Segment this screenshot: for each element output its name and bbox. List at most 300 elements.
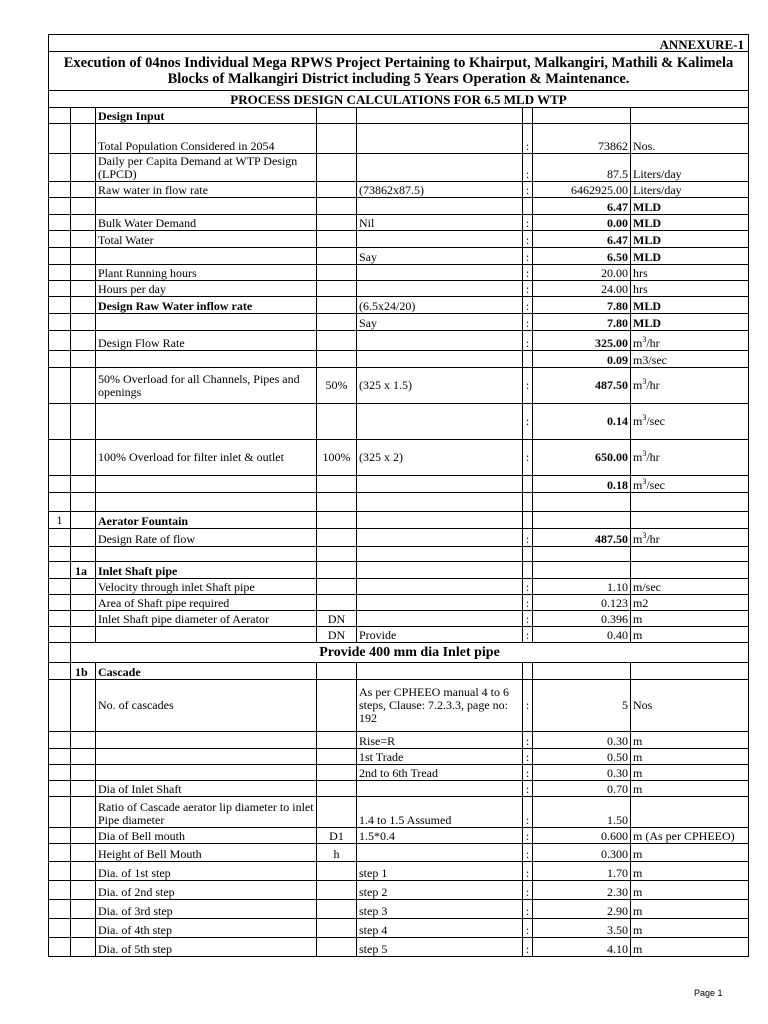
- parameter-label: Raw water in flow rate: [96, 182, 317, 198]
- sub-item-cell: [71, 828, 96, 844]
- unit-text: m: [633, 885, 643, 899]
- separator-cell: :: [523, 331, 533, 351]
- symbol-cell: DN: [317, 611, 357, 627]
- unit-text: m2: [633, 596, 649, 610]
- value-cell: 1.50: [533, 797, 631, 828]
- value-cell: 0.123: [533, 595, 631, 611]
- unit-cell: [631, 680, 749, 732]
- unit-text: MLD: [633, 200, 661, 214]
- table-row: [49, 749, 749, 765]
- table-row: [49, 844, 749, 862]
- unit-superscript: 3: [642, 477, 647, 486]
- item-number-cell: [49, 562, 71, 579]
- symbol-cell: [317, 314, 357, 331]
- symbol-cell: [317, 331, 357, 351]
- unit-cell: [631, 765, 749, 781]
- parameter-label: [96, 732, 317, 749]
- item-number-cell: [49, 900, 71, 919]
- parameter-label: Dia. of 4th step: [96, 919, 317, 938]
- subtitle-row: [49, 91, 749, 108]
- symbol-cell: [317, 281, 357, 297]
- separator-cell: :: [523, 281, 533, 297]
- sub-item-cell: [71, 368, 96, 404]
- calculation-cell: Rise=R: [357, 732, 523, 749]
- unit-text: m: [633, 923, 643, 937]
- unit-cell: [631, 938, 749, 957]
- symbol-cell: [317, 781, 357, 797]
- unit-text: m (As per CPHEEO): [633, 829, 735, 843]
- symbol-cell: [317, 215, 357, 231]
- value-cell: 7.80: [533, 314, 631, 331]
- table-row: [49, 404, 749, 440]
- separator-cell: :: [523, 248, 533, 265]
- value-cell: 6462925.00: [533, 182, 631, 198]
- item-number-cell: [49, 529, 71, 547]
- unit-text: MLD: [633, 299, 661, 313]
- parameter-label: Inlet Shaft pipe diameter of Aerator: [96, 611, 317, 627]
- separator-cell: :: [523, 900, 533, 919]
- item-number-cell: [49, 331, 71, 351]
- calculation-cell: step 3: [357, 900, 523, 919]
- item-number-cell: 1: [49, 512, 71, 529]
- separator-cell: [523, 476, 533, 493]
- sub-item-cell: [71, 248, 96, 265]
- table-row: [49, 331, 749, 351]
- unit-text: m: [633, 414, 643, 428]
- separator-cell: :: [523, 797, 533, 828]
- unit-text: m: [633, 612, 643, 626]
- parameter-label: 50% Overload for all Channels, Pipes and openings: [96, 368, 317, 404]
- unit-cell: [631, 881, 749, 900]
- sub-item-cell: 1b: [71, 663, 96, 680]
- value-cell: 73862: [533, 124, 631, 154]
- item-number-cell: [49, 611, 71, 627]
- calculation-cell: [357, 231, 523, 248]
- item-number-cell: [49, 579, 71, 595]
- parameter-label: [96, 749, 317, 765]
- symbol-cell: [317, 881, 357, 900]
- value-cell: 0.30: [533, 732, 631, 749]
- table-row: [49, 547, 749, 562]
- table-row: [49, 351, 749, 368]
- item-number-cell: [49, 476, 71, 493]
- unit-cell: [631, 476, 749, 493]
- unit-text: m: [633, 336, 643, 350]
- item-number-cell: [49, 595, 71, 611]
- unit-suffix: /hr: [646, 450, 660, 464]
- value-cell: 0.30: [533, 765, 631, 781]
- calculation-cell: [357, 595, 523, 611]
- symbol-cell: [317, 248, 357, 265]
- parameter-label: [96, 627, 317, 643]
- table-row: [49, 938, 749, 957]
- table-row: [49, 182, 749, 198]
- parameter-label: [96, 476, 317, 493]
- item-number-cell: [49, 828, 71, 844]
- separator-cell: :: [523, 732, 533, 749]
- unit-text: m3/sec: [633, 353, 667, 367]
- sub-item-cell: [71, 404, 96, 440]
- table-row: [49, 828, 749, 844]
- sub-item-cell: [71, 529, 96, 547]
- sub-item-cell: [71, 182, 96, 198]
- symbol-cell: 50%: [317, 368, 357, 404]
- separator-cell: :: [523, 881, 533, 900]
- calculation-cell: (73862x87.5): [357, 182, 523, 198]
- table-row: [49, 215, 749, 231]
- value-cell: 6.47: [533, 231, 631, 248]
- item-number-cell: [49, 749, 71, 765]
- value-cell: [533, 562, 631, 579]
- sub-item-cell: [71, 198, 96, 215]
- unit-cell: [631, 611, 749, 627]
- parameter-label: Daily per Capita Demand at WTP Design (LPCD): [96, 154, 317, 182]
- separator-cell: [523, 562, 533, 579]
- calculation-cell: [357, 265, 523, 281]
- calculation-cell: [357, 611, 523, 627]
- item-number-cell: [49, 781, 71, 797]
- document-title: Execution of 04nos Individual Mega RPWS Project Pertaining to Khairput, Malkangiri, Mathili & Kalimela Blocks of Malkangiri District including 5 Years Operation & Maintenance.: [49, 52, 749, 91]
- item-number-cell: [49, 281, 71, 297]
- parameter-label: Total Population Considered in 2054: [96, 124, 317, 154]
- parameter-label: [96, 351, 317, 368]
- item-number-cell: [49, 493, 71, 512]
- unit-cell: [631, 547, 749, 562]
- symbol-cell: D1: [317, 828, 357, 844]
- item-number-cell: [49, 265, 71, 281]
- unit-cell: [631, 314, 749, 331]
- item-number-cell: [49, 663, 71, 680]
- unit-suffix: /hr: [646, 378, 660, 392]
- separator-cell: :: [523, 297, 533, 314]
- value-cell: [533, 512, 631, 529]
- item-number-cell: [49, 547, 71, 562]
- calculation-cell: [357, 351, 523, 368]
- unit-cell: [631, 663, 749, 680]
- separator-cell: :: [523, 844, 533, 862]
- sub-item-cell: [71, 314, 96, 331]
- table-row: [49, 579, 749, 595]
- item-number-cell: [49, 198, 71, 215]
- parameter-label: Dia. of 2nd step: [96, 881, 317, 900]
- symbol-cell: [317, 732, 357, 749]
- symbol-cell: [317, 124, 357, 154]
- value-cell: 0.300: [533, 844, 631, 862]
- parameter-label: Design Rate of flow: [96, 529, 317, 547]
- separator-cell: :: [523, 919, 533, 938]
- symbol-cell: [317, 231, 357, 248]
- parameter-label: [96, 198, 317, 215]
- calculation-cell: [357, 404, 523, 440]
- value-cell: 1.70: [533, 862, 631, 881]
- parameter-label: Design Raw Water inflow rate: [96, 297, 317, 314]
- separator-cell: [523, 547, 533, 562]
- table-row: [49, 512, 749, 529]
- calculation-cell: step 5: [357, 938, 523, 957]
- item-number-cell: [49, 797, 71, 828]
- parameter-label: [96, 765, 317, 781]
- value-cell: 650.00: [533, 440, 631, 476]
- unit-cell: [631, 732, 749, 749]
- value-cell: 7.80: [533, 297, 631, 314]
- item-number-cell: [49, 404, 71, 440]
- parameter-label: Cascade: [96, 663, 317, 680]
- calculation-cell: (325 x 1.5): [357, 368, 523, 404]
- item-number-cell: [49, 643, 71, 663]
- unit-text: hrs: [633, 282, 648, 296]
- separator-cell: :: [523, 862, 533, 881]
- sub-item-cell: [71, 265, 96, 281]
- table-row: [49, 248, 749, 265]
- unit-superscript: 3: [642, 531, 647, 540]
- table-row: [49, 862, 749, 881]
- separator-cell: :: [523, 265, 533, 281]
- unit-text: m: [633, 378, 643, 392]
- table-row: [49, 680, 749, 732]
- symbol-cell: [317, 797, 357, 828]
- item-number-cell: [49, 182, 71, 198]
- item-number-cell: [49, 368, 71, 404]
- value-cell: 6.47: [533, 198, 631, 215]
- unit-text: m: [633, 847, 643, 861]
- unit-cell: [631, 749, 749, 765]
- unit-cell: [631, 265, 749, 281]
- calculation-cell: Say: [357, 314, 523, 331]
- table-row: [49, 108, 749, 124]
- separator-cell: :: [523, 611, 533, 627]
- unit-text: MLD: [633, 316, 661, 330]
- separator-cell: [523, 512, 533, 529]
- value-cell: 0.600: [533, 828, 631, 844]
- unit-cell: [631, 900, 749, 919]
- separator-cell: :: [523, 579, 533, 595]
- symbol-cell: [317, 749, 357, 765]
- unit-cell: [631, 351, 749, 368]
- value-cell: 0.09: [533, 351, 631, 368]
- symbol-cell: [317, 297, 357, 314]
- parameter-label: Design Input: [96, 108, 317, 124]
- parameter-label: [96, 248, 317, 265]
- value-cell: 325.00: [533, 331, 631, 351]
- item-number-cell: [49, 314, 71, 331]
- table-row: [49, 627, 749, 643]
- separator-cell: [523, 108, 533, 124]
- calculation-cell: step 2: [357, 881, 523, 900]
- symbol-cell: [317, 562, 357, 579]
- sub-item-cell: [71, 215, 96, 231]
- separator-cell: :: [523, 529, 533, 547]
- unit-cell: [631, 595, 749, 611]
- calculation-cell: Provide: [357, 627, 523, 643]
- table-row: [49, 529, 749, 547]
- separator-cell: [523, 493, 533, 512]
- value-cell: 3.50: [533, 919, 631, 938]
- unit-text: Nos.: [633, 139, 656, 153]
- unit-text: m: [633, 904, 643, 918]
- unit-cell: [631, 919, 749, 938]
- table-row: [49, 154, 749, 182]
- symbol-cell: [317, 900, 357, 919]
- symbol-cell: [317, 512, 357, 529]
- symbol-cell: [317, 579, 357, 595]
- unit-superscript: 3: [642, 335, 647, 344]
- title-row: [49, 52, 749, 91]
- sub-item-cell: [71, 680, 96, 732]
- value-cell: 487.50: [533, 368, 631, 404]
- symbol-cell: [317, 198, 357, 215]
- unit-cell: [631, 440, 749, 476]
- separator-cell: :: [523, 231, 533, 248]
- symbol-cell: [317, 663, 357, 680]
- table-row: [49, 476, 749, 493]
- separator-cell: [523, 198, 533, 215]
- parameter-label: Dia of Inlet Shaft: [96, 781, 317, 797]
- parameter-label: Dia. of 5th step: [96, 938, 317, 957]
- sub-item-cell: [71, 281, 96, 297]
- unit-text: m: [633, 750, 643, 764]
- separator-cell: :: [523, 680, 533, 732]
- value-cell: 0.50: [533, 749, 631, 765]
- table-row: [49, 663, 749, 680]
- parameter-label: Dia. of 1st step: [96, 862, 317, 881]
- calculation-cell: [357, 154, 523, 182]
- value-cell: 2.90: [533, 900, 631, 919]
- sub-item-cell: [71, 154, 96, 182]
- sub-item-cell: [71, 881, 96, 900]
- unit-suffix: /hr: [646, 532, 660, 546]
- table-row: [49, 732, 749, 749]
- calculation-cell: [357, 529, 523, 547]
- sub-item-cell: [71, 900, 96, 919]
- unit-text: m: [633, 766, 643, 780]
- table-row: [49, 765, 749, 781]
- calculation-cell: [357, 108, 523, 124]
- value-cell: 4.10: [533, 938, 631, 957]
- table-row: [49, 881, 749, 900]
- unit-cell: [631, 108, 749, 124]
- item-number-cell: [49, 938, 71, 957]
- sub-item-cell: [71, 765, 96, 781]
- value-cell: [533, 108, 631, 124]
- unit-text: m: [633, 628, 643, 642]
- item-number-cell: [49, 732, 71, 749]
- unit-suffix: /sec: [646, 414, 665, 428]
- symbol-cell: [317, 862, 357, 881]
- parameter-label: [96, 314, 317, 331]
- table-row: [49, 198, 749, 215]
- annexure-row: [49, 35, 749, 52]
- unit-superscript: 3: [642, 413, 647, 422]
- table-row: [49, 595, 749, 611]
- parameter-label: 100% Overload for filter inlet & outlet: [96, 440, 317, 476]
- unit-text: m: [633, 734, 643, 748]
- sub-item-cell: [71, 231, 96, 248]
- value-cell: 20.00: [533, 265, 631, 281]
- table-row: [49, 797, 749, 828]
- value-cell: 6.50: [533, 248, 631, 265]
- unit-cell: [631, 562, 749, 579]
- item-number-cell: [49, 351, 71, 368]
- unit-suffix: /hr: [646, 336, 660, 350]
- unit-cell: [631, 579, 749, 595]
- calculation-cell: [357, 663, 523, 680]
- separator-cell: :: [523, 765, 533, 781]
- symbol-cell: h: [317, 844, 357, 862]
- unit-text: Nos: [633, 698, 653, 712]
- parameter-label: Area of Shaft pipe required: [96, 595, 317, 611]
- sub-item-cell: [71, 547, 96, 562]
- annexure-label: ANNEXURE-1: [49, 35, 749, 52]
- symbol-cell: [317, 595, 357, 611]
- unit-cell: [631, 281, 749, 297]
- separator-cell: :: [523, 404, 533, 440]
- separator-cell: [523, 663, 533, 680]
- calculation-cell: [357, 281, 523, 297]
- value-cell: 0.18: [533, 476, 631, 493]
- item-number-cell: [49, 215, 71, 231]
- table-row: [49, 265, 749, 281]
- sub-item-cell: [71, 844, 96, 862]
- unit-cell: [631, 231, 749, 248]
- value-cell: [533, 493, 631, 512]
- table-row: [49, 314, 749, 331]
- symbol-cell: [317, 154, 357, 182]
- value-cell: 1.10: [533, 579, 631, 595]
- symbol-cell: [317, 680, 357, 732]
- value-cell: 2.30: [533, 881, 631, 900]
- value-cell: 0.00: [533, 215, 631, 231]
- calculation-cell: [357, 562, 523, 579]
- unit-cell: [631, 331, 749, 351]
- separator-cell: :: [523, 828, 533, 844]
- unit-cell: [631, 844, 749, 862]
- sub-item-cell: 1a: [71, 562, 96, 579]
- unit-superscript: 3: [642, 377, 647, 386]
- parameter-label: Dia. of 3rd step: [96, 900, 317, 919]
- page-number: Page 1: [694, 988, 723, 998]
- table-row: [49, 562, 749, 579]
- unit-cell: [631, 493, 749, 512]
- symbol-cell: [317, 351, 357, 368]
- sub-item-cell: [71, 919, 96, 938]
- item-number-cell: [49, 881, 71, 900]
- parameter-label: [96, 547, 317, 562]
- parameter-label: Aerator Fountain: [96, 512, 317, 529]
- table-row: [49, 781, 749, 797]
- item-number-cell: [49, 154, 71, 182]
- item-number-cell: [49, 248, 71, 265]
- unit-text: Liters/day: [633, 167, 682, 181]
- table-row: [49, 231, 749, 248]
- unit-cell: [631, 124, 749, 154]
- unit-cell: [631, 297, 749, 314]
- unit-text: m: [633, 942, 643, 956]
- table-row: [49, 440, 749, 476]
- calculation-cell: [357, 124, 523, 154]
- separator-cell: :: [523, 595, 533, 611]
- table-row: [49, 297, 749, 314]
- symbol-cell: [317, 476, 357, 493]
- item-number-cell: [49, 108, 71, 124]
- calculation-cell: [357, 331, 523, 351]
- value-cell: 5: [533, 680, 631, 732]
- item-number-cell: [49, 844, 71, 862]
- sub-item-cell: [71, 579, 96, 595]
- unit-text: hrs: [633, 266, 648, 280]
- unit-text: m: [633, 478, 643, 492]
- table-row: [49, 493, 749, 512]
- symbol-cell: [317, 182, 357, 198]
